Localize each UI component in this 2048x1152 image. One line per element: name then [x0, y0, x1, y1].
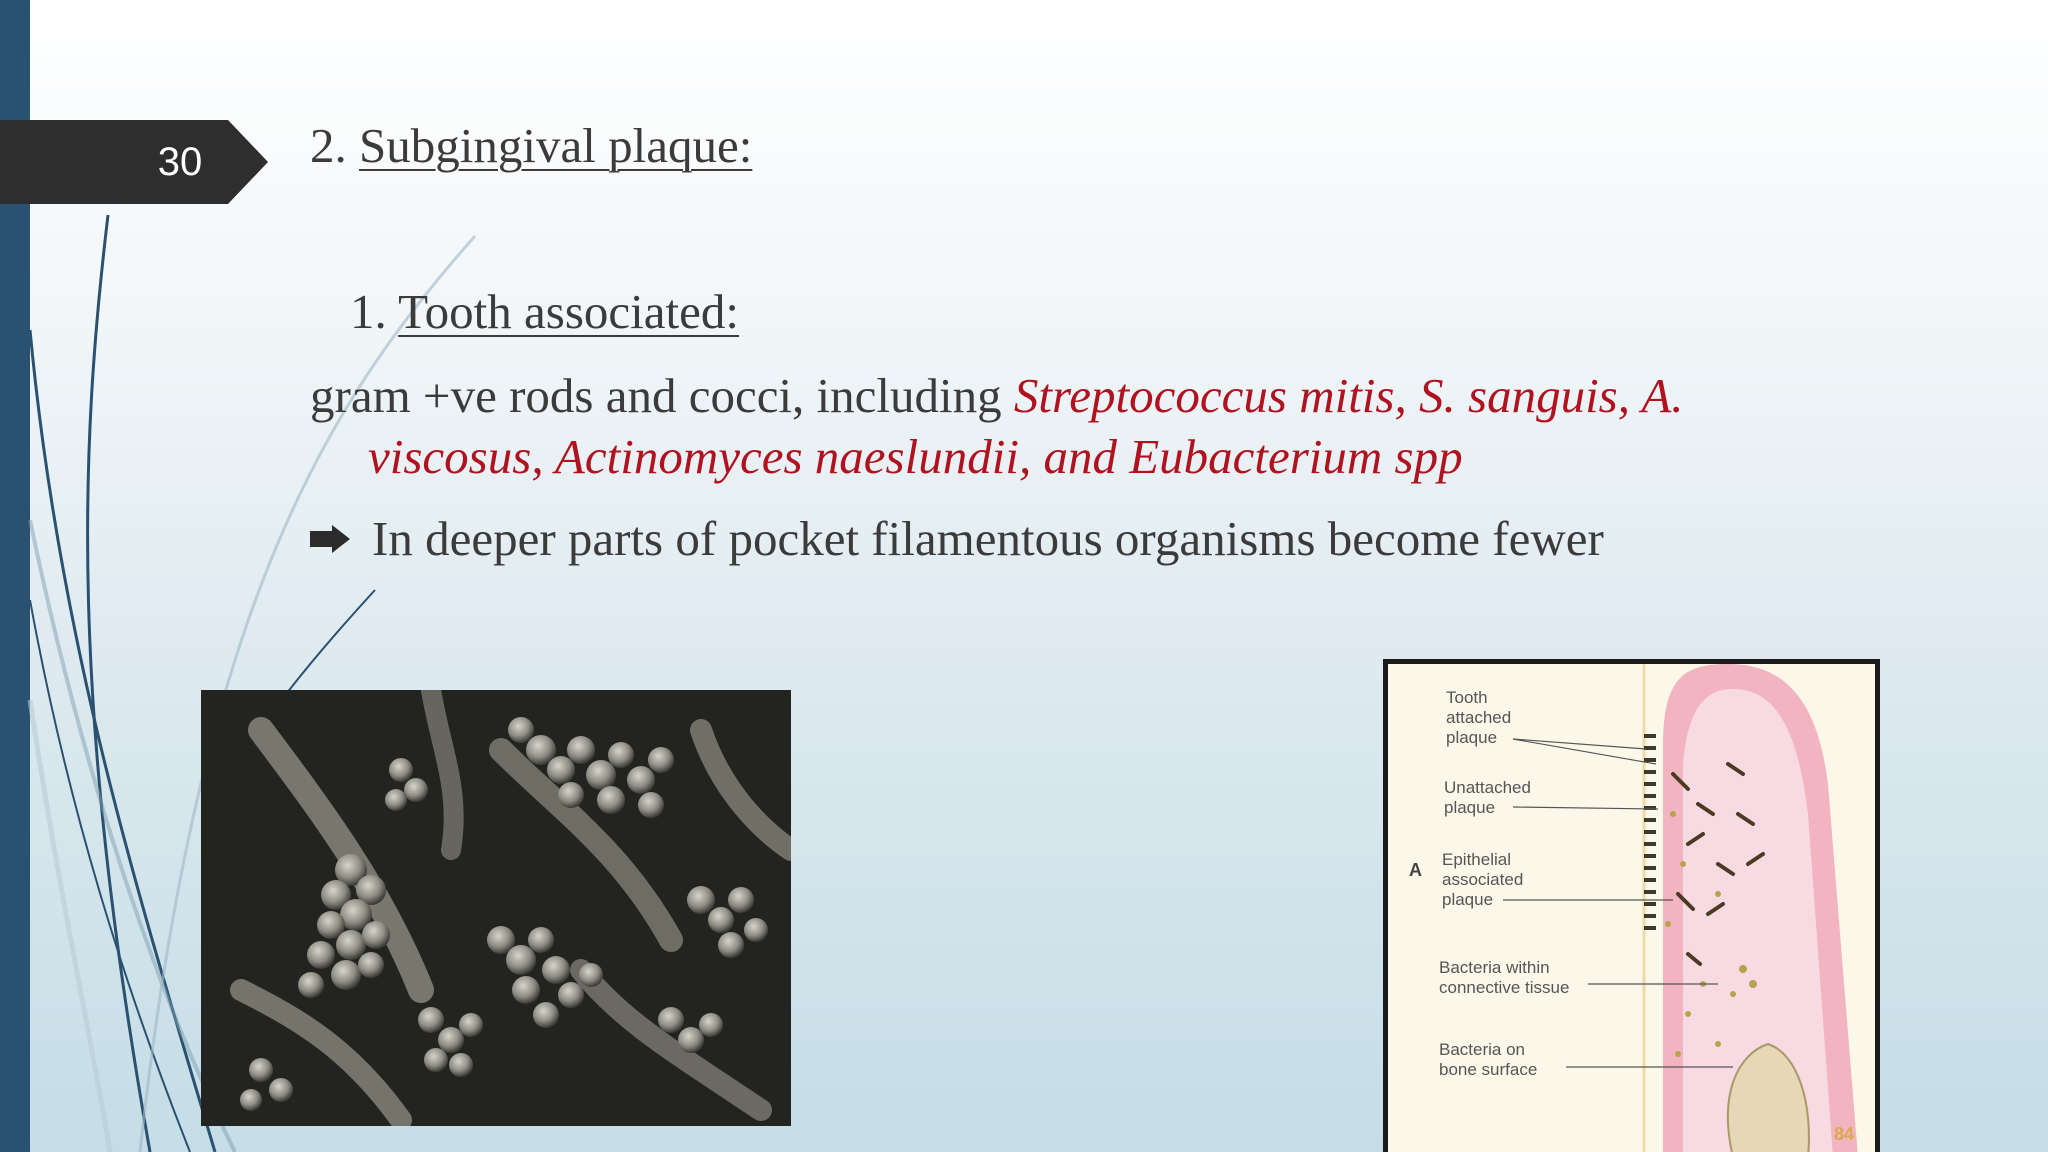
bullet-arrow-icon [310, 525, 350, 553]
heading-prefix: 2. [310, 118, 359, 173]
species-list-part-2: viscosus, Actinomyces naeslundii, and Eubacterium spp [368, 429, 1463, 484]
slide-heading [310, 117, 752, 174]
body-line-2 [368, 428, 1463, 485]
slide-subheading [350, 283, 739, 340]
bullet-item [310, 510, 1604, 567]
sem-micrograph-image [201, 690, 791, 1126]
diagram-label-tooth-attached: Tooth attached plaque [1446, 688, 1512, 747]
slide-number: 30 [157, 140, 203, 184]
diagram-figure-number: 84 [1834, 1124, 1855, 1144]
species-list-part-1: Streptococcus mitis, S. sanguis, A. [1013, 368, 1684, 423]
subheading-title: Tooth associated: [398, 284, 739, 339]
heading-title: Subgingival plaque: [359, 118, 753, 173]
plaque-diagram [1383, 659, 1880, 1152]
diagram-label-unattached: Unattached plaque [1444, 778, 1531, 817]
diagram-label-epithelial: Epithelial associated plaque [1442, 850, 1524, 909]
diagram-label-connective-tissue: Bacteria within connective tissue [1439, 958, 1570, 997]
bullet-text: In deeper parts of pocket filamentous organisms become fewer [372, 511, 1604, 566]
body-plain-text: gram +ve rods and cocci, including [310, 368, 1014, 423]
diagram-label-bone-surface: Bacteria on bone surface [1439, 1040, 1538, 1079]
diagram-panel-letter: A [1409, 860, 1422, 880]
subheading-prefix: 1. [350, 284, 399, 339]
slide-number-tab [0, 120, 268, 204]
body-line-1 [310, 367, 1684, 424]
